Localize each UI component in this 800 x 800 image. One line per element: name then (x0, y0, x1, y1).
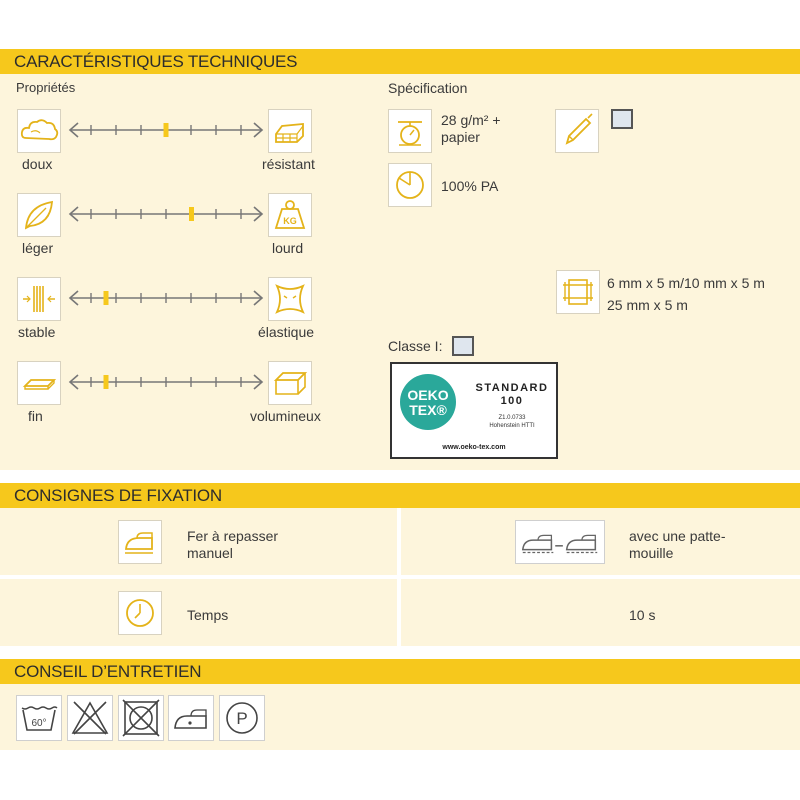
oeko-tex-logo (400, 374, 456, 430)
cloth-text-1: avec une patte- (629, 528, 726, 544)
oeko-standard-number: 100 (500, 395, 524, 407)
scale-right-label: lourd (272, 240, 304, 256)
oeko-institute: Hohenstein HTTI (489, 423, 535, 429)
no-tumble-dry-icon (118, 695, 164, 741)
scale-left-label: stable (18, 324, 56, 340)
classe-label: Classe I: (388, 338, 443, 354)
scale-right-label: élastique (258, 324, 315, 340)
size-text-2: 25 mm x 5 m (607, 297, 688, 313)
scale-marker (104, 291, 109, 305)
fixation-cell (401, 508, 800, 575)
clock-icon (118, 591, 162, 635)
cloud-icon (17, 109, 61, 153)
pen-icon (555, 109, 599, 153)
fixation-cell (0, 508, 397, 575)
scale-stable-elastic (66, 288, 266, 308)
composition-text: 100% PA (441, 178, 499, 194)
wash-60-icon (16, 695, 62, 741)
properties-label: Propriétés (16, 80, 76, 95)
scale-right-label: résistant (262, 156, 315, 172)
spec-label: Spécification (388, 80, 468, 96)
oeko-logo-line-2: TEX® (409, 402, 447, 418)
iron-text-1: Fer à repasser (187, 528, 279, 544)
classe-checkbox[interactable] (452, 336, 474, 356)
stable-fabric-icon (17, 277, 61, 321)
scale-marker (164, 123, 169, 137)
pen-checkbox[interactable] (611, 109, 633, 129)
fixation-cell (0, 579, 397, 646)
iron-low-icon (168, 695, 214, 741)
cloth-text-2: mouille (629, 545, 674, 561)
section-title: CONSEIL D’ENTRETIEN (14, 662, 202, 681)
fixation-grid (0, 508, 800, 646)
oeko-standard-word: STANDARD (475, 382, 549, 394)
iron-text-2: manuel (187, 545, 233, 561)
scale-weight-icon (388, 109, 432, 153)
weight-kg-icon (268, 193, 312, 237)
scale-marker (189, 207, 194, 221)
care-panel (0, 684, 800, 750)
wash-temp-text: 60° (31, 718, 47, 729)
oeko-tex-badge (390, 362, 558, 459)
press-cloth-icon (515, 520, 605, 564)
scale-marker (104, 375, 109, 389)
professional-clean-p-icon (219, 695, 265, 741)
size-text-1: 6 mm x 5 m/10 mm x 5 m (607, 275, 765, 291)
scale-soft-strong (66, 120, 266, 140)
leaf-icon (17, 193, 61, 237)
thin-layer-icon (17, 361, 61, 405)
scale-light-heavy (66, 204, 266, 224)
scale-left-label: fin (28, 408, 43, 424)
section-title: CARACTÉRISTIQUES TECHNIQUES (14, 52, 298, 71)
pie-composition-icon (388, 163, 432, 207)
tape-roll-width-icon (556, 270, 600, 314)
oeko-code-number: Z1.0.0733 (498, 415, 526, 421)
fixation-cell (401, 579, 800, 646)
scale-right-label: volumineux (250, 408, 321, 424)
voluminous-layer-icon (268, 361, 312, 405)
svg-text:KG: KG (283, 216, 297, 226)
iron-icon (118, 520, 162, 564)
weight-text: 28 g/m² + (441, 112, 501, 128)
section-header-tech (0, 49, 800, 74)
time-value: 10 s (629, 607, 656, 623)
p-letter: P (236, 709, 248, 728)
oeko-logo-line-1: OEKO (407, 387, 449, 403)
section-title: CONSIGNES DE FIXATION (14, 486, 223, 505)
section-header-fixation (0, 483, 800, 508)
scale-thin-voluminous (66, 372, 266, 392)
weight-text-2: papier (441, 129, 480, 145)
time-label: Temps (187, 607, 229, 623)
section-header-care (0, 659, 800, 684)
no-bleach-icon (67, 695, 113, 741)
scale-left-label: léger (22, 240, 54, 256)
oeko-code (466, 414, 558, 430)
scale-left-label: doux (22, 156, 53, 172)
oeko-url: www.oeko-tex.com (442, 444, 506, 451)
stretch-fabric-icon (268, 277, 312, 321)
oeko-standard (466, 382, 558, 408)
brick-icon (268, 109, 312, 153)
